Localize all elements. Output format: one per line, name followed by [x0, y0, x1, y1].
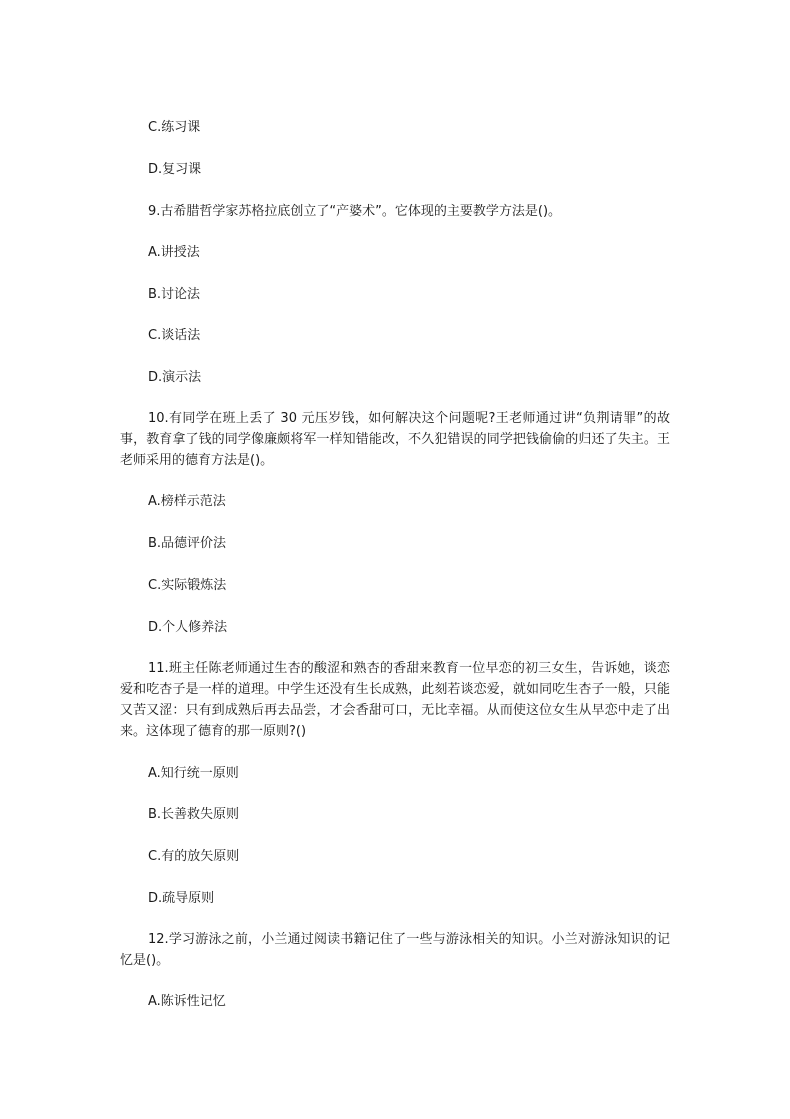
- q10-option-a: A.榜样示范法: [148, 494, 226, 509]
- q9-option-d: D.演示法: [148, 370, 202, 385]
- q10-stem: 10.有同学在班上丢了 30 元压岁钱，如何解决这个问题呢?王老师通过讲“负荆请罪”的故事，教育拿了钱的同学像廉颇将军一样知错能改，不久犯错误的同学把钱偷偷的归还了失主。王老师采用的德育方法是()。: [120, 411, 670, 468]
- q9-option-c: C.谈话法: [148, 328, 201, 343]
- q11-stem: 11.班主任陈老师通过生杏的酸涩和熟杏的香甜来教育一位早恋的初三女生，告诉她，谈恋爱和吃杏子是一样的道理。中学生还没有生长成熟，此刻若谈恋爱，就如同吃生杏子一般，只能又苦又涩：只有到成熟后再去品尝，才会香甜可口，无比幸福。从而使这位女生从早恋中走了出来。这体现了德育的那一原则?(): [120, 661, 670, 739]
- q8-option-c: C.练习课: [148, 120, 201, 135]
- q8-option-d: D.复习课: [148, 162, 202, 177]
- q12-stem: 12.学习游泳之前，小兰通过阅读书籍记住了一些与游泳相关的知识。小兰对游泳知识的记忆是()。: [120, 932, 670, 968]
- q10-option-b: B.品德评价法: [148, 536, 227, 551]
- q10-option-c: C.实际锻炼法: [148, 578, 227, 593]
- q11-option-c: C.有的放矢原则: [148, 849, 240, 864]
- q9-stem: 9.古希腊哲学家苏格拉底创立了“产婆术”。它体现的主要教学方法是()。: [148, 204, 562, 219]
- q11-option-d: D.疏导原则: [148, 891, 215, 906]
- q12-option-a: A.陈诉性记忆: [148, 994, 226, 1009]
- q11-option-b: B.长善救失原则: [148, 807, 240, 822]
- q9-option-a: A.讲授法: [148, 245, 200, 260]
- q11-option-a: A.知行统一原则: [148, 766, 239, 781]
- q9-option-b: B.讨论法: [148, 287, 201, 302]
- q10-option-d: D.个人修养法: [148, 620, 228, 635]
